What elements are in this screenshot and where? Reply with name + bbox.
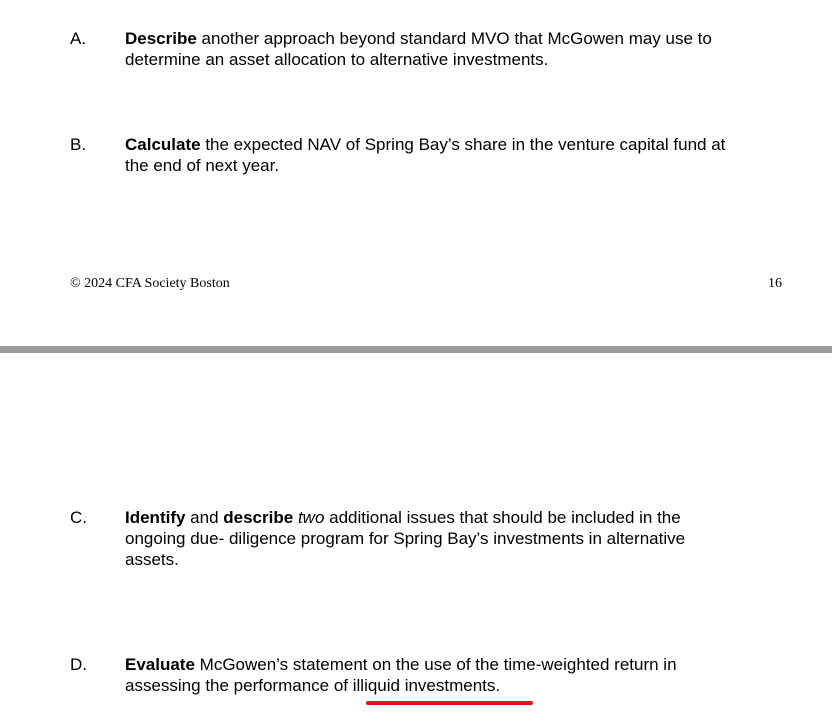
question-text xyxy=(125,28,790,70)
command-verb: Evaluate xyxy=(125,655,195,674)
command-verb-secondary: describe xyxy=(223,508,294,527)
document-page-upper xyxy=(0,0,832,346)
question-text-line1: the expected NAV of Spring Bay’s share in the venture capital fund at xyxy=(200,135,726,154)
footer-page-number: 16 xyxy=(768,276,782,291)
question-letter: C. xyxy=(70,508,87,527)
question-letter: A. xyxy=(70,29,87,48)
document-page-lower xyxy=(0,353,832,713)
emphasis-text: two xyxy=(297,508,325,527)
command-verb: Identify xyxy=(125,508,186,527)
command-verb: Describe xyxy=(125,29,197,48)
connector-text: and xyxy=(185,508,224,527)
question-text xyxy=(125,507,790,570)
question-text-line1: McGowen’s statement on the use of the time-weighted return in xyxy=(194,655,677,674)
command-verb: Calculate xyxy=(125,135,201,154)
question-text-line1: another approach beyond standard MVO that McGowen may use to xyxy=(196,29,712,48)
question-text-line1: additional issues that should be included in the xyxy=(324,508,681,527)
question-letter: D. xyxy=(70,655,87,674)
question-text-line3: assets. xyxy=(125,550,179,569)
question-text-line2: the end of next year. xyxy=(125,156,280,175)
question-text-line2: assessing the performance of illiquid investments. xyxy=(125,676,501,695)
question-text xyxy=(125,654,790,696)
footer-copyright: © 2024 CFA Society Boston xyxy=(70,276,230,291)
question-text xyxy=(125,134,790,176)
red-underline-annotation xyxy=(366,701,533,705)
question-text-line2: ongoing due- diligence program for Spring Bay’s investments in alternative xyxy=(125,529,686,548)
page-divider xyxy=(0,346,832,353)
question-letter: B. xyxy=(70,135,87,154)
question-text-line2: determine an asset allocation to alternative investments. xyxy=(125,50,549,69)
